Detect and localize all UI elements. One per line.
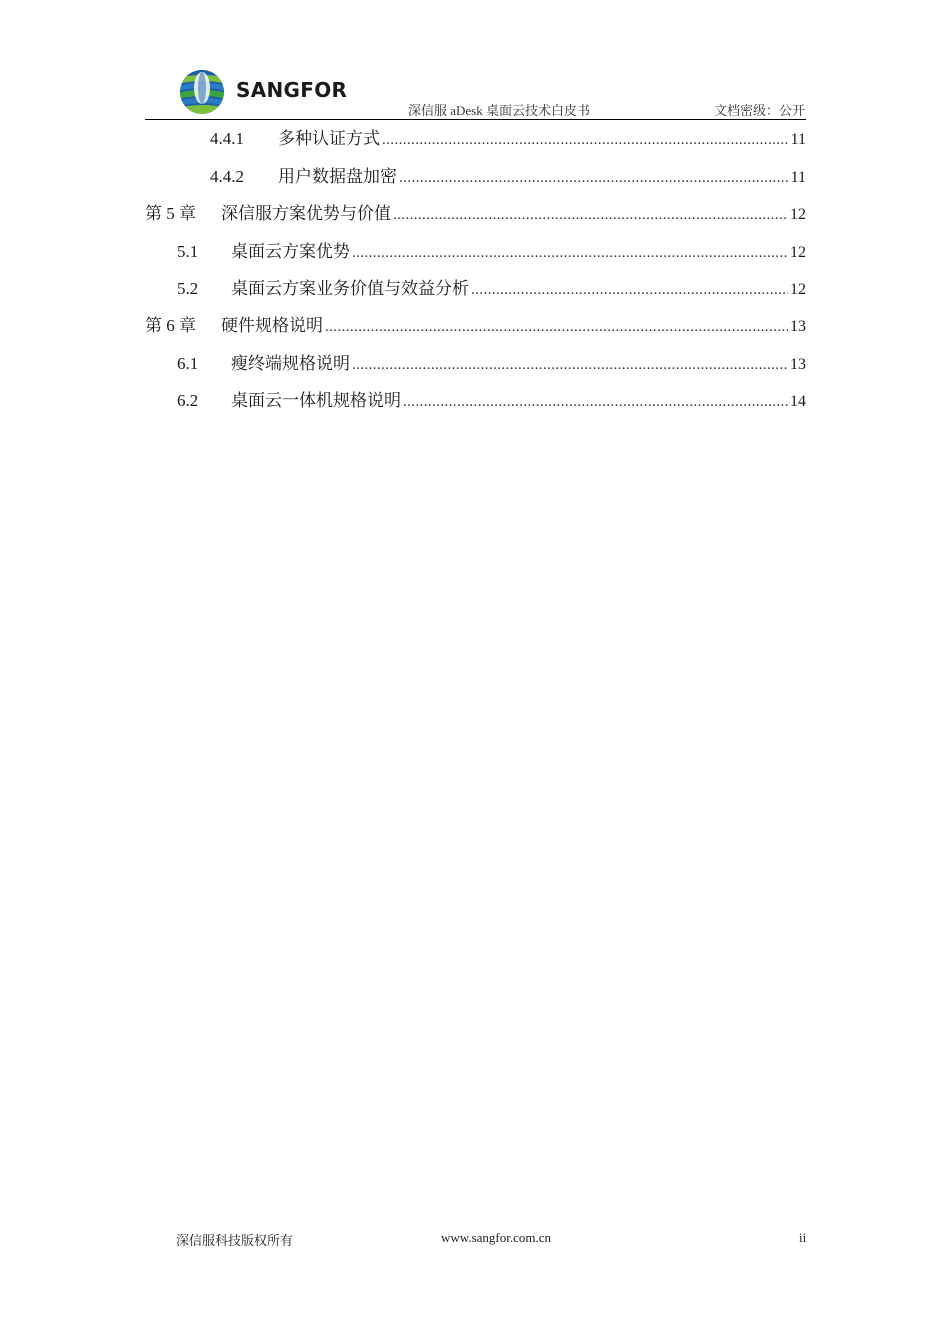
toc-entry-number: 6.1 [177,354,199,373]
toc-leader-dots [352,240,788,266]
toc-entry-page: 13 [790,356,806,373]
toc-entry-page: 12 [790,206,806,223]
toc-leader-dots [393,202,788,228]
toc-entry-page: 12 [790,244,806,261]
toc-entry-title: 多种认证方式 [278,129,380,148]
toc-entry-number: 第 6 章 [145,316,196,335]
toc-entry-number: 5.1 [177,242,199,261]
toc-leader-dots [403,389,788,415]
toc-entry[interactable] [177,276,806,302]
website-link[interactable]: www.sangfor.com.cn [441,1230,551,1245]
toc-leader-dots [382,127,789,153]
toc-entry-number: 6.2 [177,391,199,410]
sangfor-logo [178,68,348,116]
toc-entry-title: 桌面云一体机规格说明 [231,391,401,410]
toc-entry-page: 14 [790,393,806,410]
toc-entry-title: 桌面云方案优势 [231,242,350,261]
toc-entry[interactable] [177,351,806,377]
page-footer [0,1228,950,1252]
toc-entry-title: 深信服方案优势与价值 [221,204,391,223]
toc-entry-page: 12 [790,281,806,298]
toc-leader-dots [325,314,788,340]
toc-entry-number: 5.2 [177,279,199,298]
page-number: ii [799,1230,807,1245]
logo-wordmark: SANGFOR [236,78,348,102]
toc-entry[interactable] [145,313,806,339]
page-header [0,0,950,125]
sangfor-globe-icon [178,68,228,116]
toc-entry[interactable] [177,388,806,414]
toc-entry-number: 4.4.1 [210,129,244,148]
toc-leader-dots [471,277,788,303]
toc-entry-number: 第 5 章 [145,204,196,223]
toc-entry-page: 13 [790,318,806,335]
toc-leader-dots [352,352,788,378]
toc-leader-dots [399,165,789,191]
toc-entry-title: 桌面云方案业务价值与效益分析 [231,279,469,298]
toc-entry-page: 11 [790,131,806,148]
header-divider [145,119,806,120]
toc-entry-title: 硬件规格说明 [221,316,323,335]
toc-entry[interactable] [145,201,806,227]
toc-entry-title: 瘦终端规格说明 [231,354,350,373]
toc-entry[interactable] [210,164,806,190]
toc-entry[interactable] [177,239,806,265]
toc-entry[interactable] [210,126,806,152]
toc-entry-number: 4.4.2 [210,167,244,186]
copyright-text: 深信服科技版权所有 [176,1233,294,1248]
toc-entry-page: 11 [790,169,806,186]
toc-entry-title: 用户数据盘加密 [278,167,397,186]
document-title: 深信服 aDesk 桌面云技术白皮书 [408,103,590,118]
classification-label: 文档密级：公开 [713,103,805,118]
